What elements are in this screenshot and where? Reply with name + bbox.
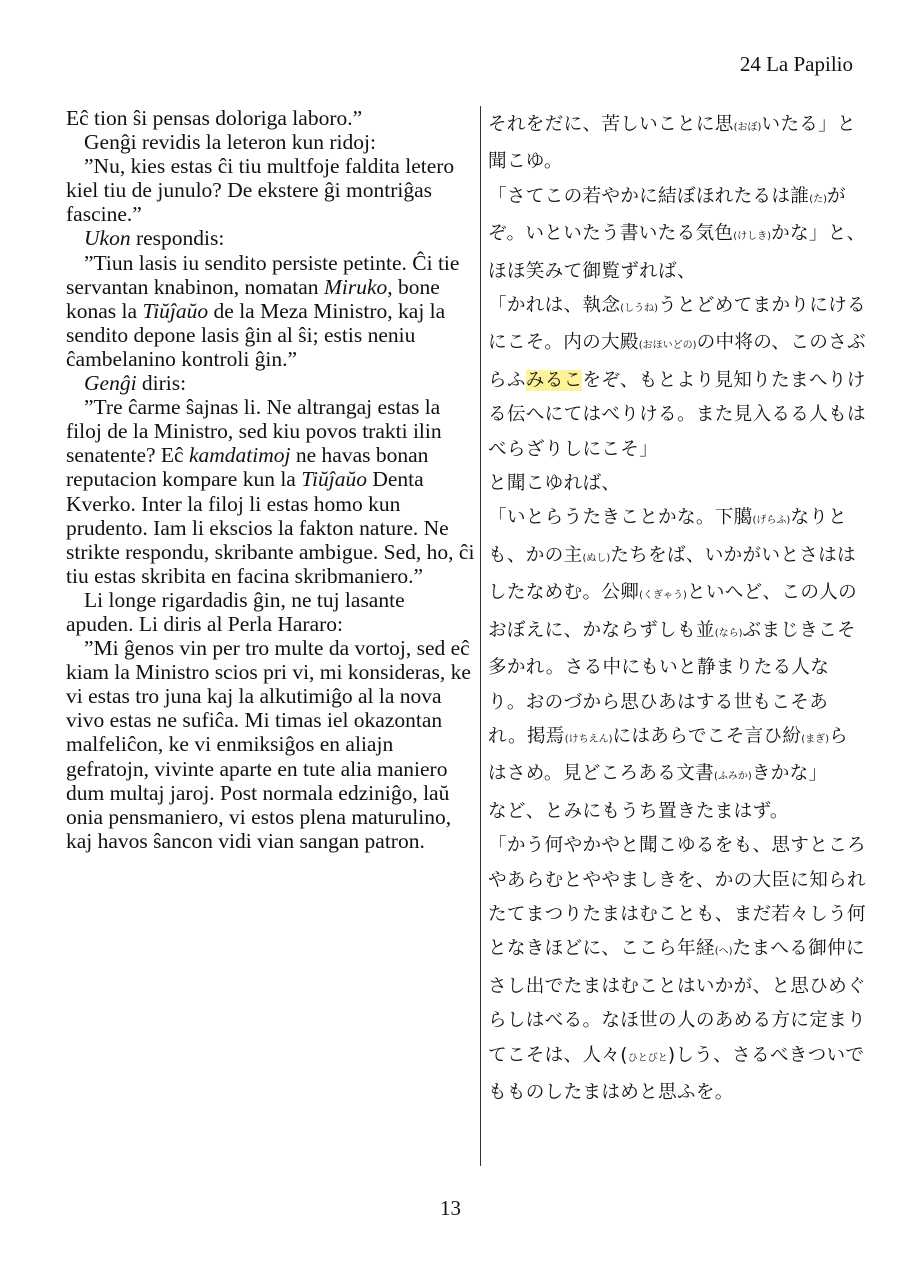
paragraph bbox=[66, 251, 476, 371]
text-fragment: de la Meza Ministro, kaj la sendito depone lasis ĝin al ŝi; estis neniu ĉambelanino kontroli ĝin.” bbox=[66, 298, 446, 371]
text-fragment: たちをば、いかがいとさははしたなめむ。公卿 bbox=[488, 544, 856, 604]
text-fragment: , bone konas la bbox=[66, 274, 440, 323]
text-fragment: 「いとらうたきことかな。下臈 bbox=[488, 507, 753, 529]
italic-name: Ukon bbox=[84, 226, 131, 251]
italic-name: Tiŭĵaŭo bbox=[142, 298, 209, 323]
ruby-reading: (ふみか) bbox=[713, 771, 752, 783]
text-fragment: いたる」と聞こゆ。 bbox=[488, 114, 856, 173]
text-fragment: )しう、さるべきついでもものしたまはめと思ふを。 bbox=[488, 1044, 865, 1103]
paragraph bbox=[66, 226, 476, 250]
text-fragment: 「かう何やかやと聞こゆるをも、思すところやあらむとややましきを、かの大臣に知られたてまつりたまはむことも、まだ若々しう何となきほどに、ここら年経 bbox=[488, 835, 866, 960]
paragraph: Eĉ tion ŝi pensas doloriga laboro.” bbox=[66, 106, 363, 130]
text-fragment: ”Tiun lasis iu sendito persiste petinte. Ĉi tie servantan knabinon, nomatan bbox=[66, 250, 460, 299]
paragraph bbox=[488, 108, 866, 180]
ruby-reading: ひとびと bbox=[627, 1052, 668, 1064]
text-fragment: 「さてこの若やかに結ぼほれたるは誰 bbox=[488, 185, 810, 207]
text-fragment: たまへる御仲にさし出でたまはむことはいかが、と思ひめぐらしはべる。なほ世の人のあめる方に定まりてこそは、人々( bbox=[488, 938, 866, 1066]
ruby-reading: (おほいどの) bbox=[638, 340, 697, 352]
column-divider bbox=[480, 106, 481, 1166]
ruby-reading: (しうね) bbox=[620, 303, 659, 315]
ruby-reading: (へ) bbox=[714, 946, 733, 958]
text-fragment: 「かれは、執念 bbox=[488, 295, 621, 317]
text-fragment: それをだに、苦しいことに思 bbox=[488, 114, 734, 135]
text-fragment: diris: bbox=[136, 371, 187, 396]
text-fragment: らはさめ。見どころある文書 bbox=[488, 725, 848, 785]
text-fragment: うとどめてまかりにけるにこそ。内の大殿 bbox=[488, 295, 866, 354]
ruby-reading: (た) bbox=[809, 193, 828, 205]
text-fragment: をぞ、もとより見知りたまへりける伝へにてはべりける。また見入るる人もはべらざりしにこそ」 bbox=[488, 369, 866, 460]
paragraph bbox=[488, 289, 866, 467]
paragraph bbox=[488, 501, 866, 794]
text-fragment: きかな」 bbox=[751, 763, 828, 785]
ruby-reading: (けしき) bbox=[733, 231, 772, 243]
highlighted-text: みるこ bbox=[525, 369, 583, 391]
paragraph: Genĝi revidis la leteron kun ridoj: bbox=[84, 130, 376, 155]
text-fragment: がぞ。いといたう書いたる気色 bbox=[488, 185, 846, 245]
text-fragment: にはあらでこそ言ひ紛 bbox=[612, 725, 802, 747]
japanese-column bbox=[488, 108, 866, 1110]
text-fragment: なりとも、かの主 bbox=[488, 507, 848, 566]
esperanto-column bbox=[66, 106, 476, 853]
ruby-reading: (まぎ) bbox=[801, 733, 830, 745]
paragraph: Li longe rigardadis ĝin, ne tuj lasante apuden. Li diris al Perla Hararo: bbox=[66, 587, 405, 636]
text-fragment: かな」と、ほほ笑みて御覧ずれば、 bbox=[488, 223, 866, 282]
paragraph bbox=[488, 180, 866, 289]
paragraph: ”Mi ĝenos vin per tro multe da vortoj, sed eĉ kiam la Ministro scios pri vi, mi konsideras, ke vi estas tro juna kaj la alkutimiĝo al la nova vivo estas ne sufiĉa. Mi timas iel okazontan malfeliĉon, ke vi enmiksiĝos en aliajn gefratojn, vivinte aparte en tute alia maniero dum multaj jaroj. Post normala edziniĝo, laŭ onia pensmaniero, vi estos plena maturulino, kaj havos ŝancon vidi vian sangan patron. bbox=[66, 636, 471, 853]
text-fragment: ぶまじきこそ多かれ。さる中にもいと静まりたる人なり。おのづから思ひあはする世もこそあれ。掲焉 bbox=[488, 619, 856, 747]
ruby-reading: (くぎゃう) bbox=[639, 590, 687, 602]
italic-term: kamdatimoj bbox=[188, 443, 291, 468]
text-fragment: Denta Kverko. Inter la filoj li estas homo kun prudento. Iam li ekscios la fakton nature. Ne strikte respondu, skribante ambigue. Sed, ho, ĉi tiu estas skribita en facina skribmaniero.” bbox=[66, 467, 475, 588]
ruby-reading: (けちえん) bbox=[564, 733, 613, 745]
italic-name: Miruko bbox=[323, 274, 388, 299]
text-fragment: respondis: bbox=[130, 226, 225, 251]
paragraph: など、とみにもうち置きたまはず。 bbox=[488, 800, 789, 822]
paragraph: ”Nu, kies estas ĉi tiu multfoje faldita letero kiel tiu de junulo? De ekstere ĝi montriĝas fascine.” bbox=[66, 154, 455, 227]
paragraph bbox=[488, 829, 866, 1110]
text-fragment: ne havas bonan reputacion kompare kun la bbox=[66, 443, 429, 492]
ruby-reading: (げらふ) bbox=[752, 515, 791, 527]
text-fragment: の中将の、このさぶらふ bbox=[488, 332, 866, 391]
italic-name: Genĝi bbox=[84, 371, 137, 396]
ruby-reading: (おぼ) bbox=[733, 122, 762, 133]
paragraph: と聞こゆれば、 bbox=[488, 473, 621, 495]
paragraph bbox=[66, 371, 476, 395]
italic-name: Tiŭĵaŭo bbox=[301, 467, 367, 492]
running-header: 24 La Papilio bbox=[739, 52, 853, 76]
page-number: 13 bbox=[440, 1196, 461, 1220]
text-fragment: といへど、この人のおぼえに、かならずしも並 bbox=[488, 582, 858, 641]
ruby-reading: (なら) bbox=[714, 627, 743, 639]
ruby-reading: (ぬし) bbox=[582, 552, 611, 564]
text-fragment: ”Tre ĉarme ŝajnas li. Ne altrangaj estas la filoj de la Ministro, sed kiu povos trakti ilin senatente? Eĉ bbox=[66, 395, 442, 468]
paragraph bbox=[66, 395, 476, 588]
